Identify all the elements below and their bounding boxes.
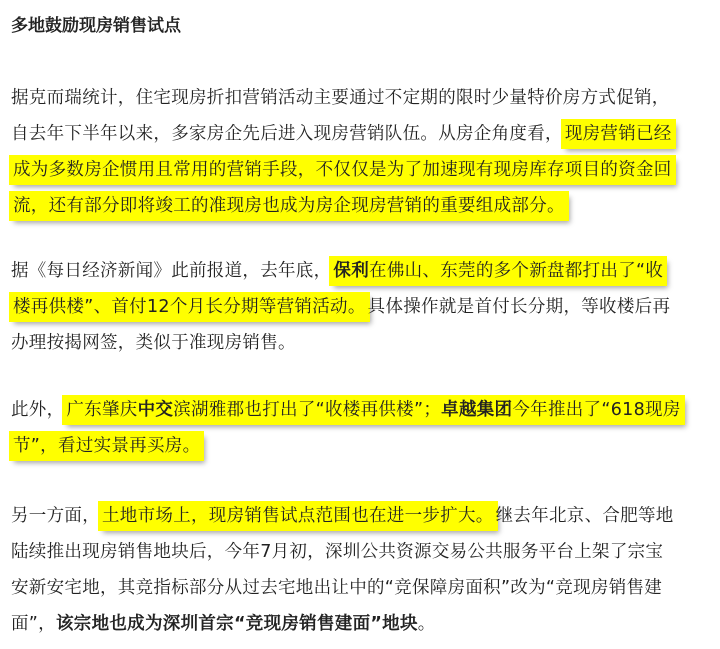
text-span: 滨湖雅郡也打出了“收楼再供楼”；	[173, 400, 442, 420]
paragraph-1	[11, 80, 711, 224]
paragraph-4	[11, 498, 711, 642]
text-span: 安新安宅地，其竞指标部分从过去宅地出让中的“竞保障房面积”改为“竞现房销售建	[11, 578, 663, 598]
paragraph-line	[11, 392, 711, 428]
text-span: 在佛山、东莞的多个新盘都打出了“收	[369, 261, 664, 281]
text-span: 具体操作就是首付长分期，等收楼后再	[367, 297, 671, 317]
highlighted-text: 流，还有部分即将竣工的准现房也成为房企现房营销的重要组成部分。	[11, 193, 567, 219]
highlighted-text	[64, 397, 682, 423]
paragraph-line	[11, 606, 711, 642]
paragraph-2	[11, 253, 711, 361]
highlighted-text: 现房营销已经	[563, 121, 674, 147]
bold-company-name: 保利	[333, 261, 370, 281]
paragraph-line	[11, 253, 711, 289]
paragraph-line	[11, 116, 711, 152]
paragraph-line	[11, 570, 711, 606]
paragraph-line	[11, 80, 711, 116]
text-span: 广东肇庆	[66, 400, 138, 420]
text-span: 据《每日经济新闻》此前报道，去年底，	[11, 261, 332, 281]
paragraph-line	[11, 325, 711, 361]
text-span: 另一方面，	[11, 506, 100, 526]
article-heading: 多地鼓励现房销售试点	[11, 16, 181, 36]
text-span: 继去年北京、合肥等地	[495, 506, 674, 526]
text-span: 今年推出了“618现房	[512, 400, 681, 420]
paragraph-line	[11, 498, 711, 534]
highlighted-text: 成为多数房企惯用且常用的营销手段，不仅仅是为了加速现有现房库存项目的资金回	[11, 157, 674, 183]
text-span: 陆续推出现房销售地块后，今年7月初，深圳公共资源交易公共服务平台上架了宗宝	[11, 542, 664, 562]
highlighted-text: 节”，看过实景再买房。	[11, 433, 202, 459]
highlighted-text	[331, 258, 665, 284]
text-span: 。	[417, 614, 436, 634]
paragraph-line	[11, 534, 711, 570]
paragraph-line	[11, 152, 711, 188]
paragraph-3	[11, 392, 711, 464]
text-span: 面”，	[11, 614, 56, 634]
paragraph-line	[11, 428, 711, 464]
bold-conclusion: 该宗地也成为深圳首宗“竞现房销售建面”地块	[55, 614, 418, 634]
highlighted-text: 楼再供楼”、首付12个月长分期等营销活动。	[11, 294, 368, 320]
bold-company-name: 中交	[137, 400, 174, 420]
paragraph-line	[11, 188, 711, 224]
bold-company-name: 卓越集团	[441, 400, 513, 420]
highlighted-text: 土地市场上，现房销售试点范围也在进一步扩大。	[100, 503, 496, 529]
text-span: 自去年下半年以来，多家房企先后进入现房营销队伍。从房企角度看，	[11, 124, 563, 144]
paragraph-line	[11, 289, 711, 325]
text-span: 办理按揭网签，类似于准现房销售。	[11, 333, 296, 353]
text-span: 据克而瑞统计，住宅现房折扣营销活动主要通过不定期的限时少量特价房方式促销，	[11, 88, 670, 108]
text-span: 此外，	[11, 400, 65, 420]
